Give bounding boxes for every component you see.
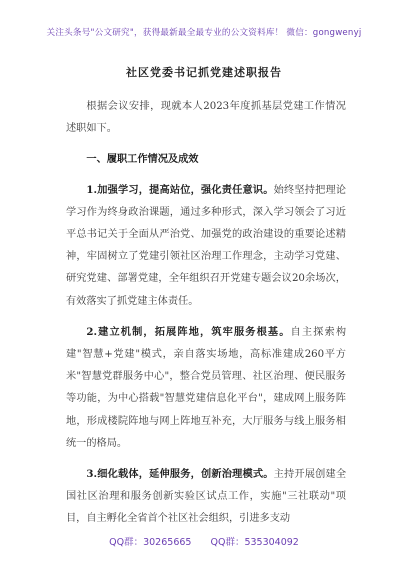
item-body-2: 自主探索构建"智慧+党建"模式，亲自落实场地，高标准建成260平方米"智慧党群服务中心"，整合党员管理、社区治理、便民服务等功能，为中心搭载"智慧党建信息化平台"，建成网上服务阵地，形成楼院阵地与网上阵地互补充，大厅服务与线上服务相统一的格局。 bbox=[66, 326, 347, 449]
item-lead-3: 3.细化载体，延伸服务，创新治理模式。 bbox=[86, 468, 274, 481]
item-lead-2: 2.建立机制，拓展阵地，筑牢服务根基。 bbox=[86, 325, 291, 338]
footer-qq-group-1: QQ群：30265665 bbox=[109, 537, 192, 548]
item-paragraph-1 bbox=[66, 179, 346, 313]
item-paragraph-3 bbox=[66, 463, 346, 531]
footer-qq-group-2: QQ群：535304092 bbox=[210, 537, 299, 548]
footer-contacts bbox=[0, 534, 408, 548]
item-paragraph-2 bbox=[66, 321, 346, 455]
document-body bbox=[66, 96, 346, 531]
header-banner: 关注头条号"公文研究"，获得最新最全最专业的公文资料库！ 微信：gongwenyj bbox=[46, 28, 362, 38]
document-title: 社区党委书记抓党建述职报告 bbox=[126, 66, 282, 79]
section-heading: 一、履职工作情况及成效 bbox=[86, 153, 199, 166]
intro-paragraph: 根据会议安排，现就本人2023年度抓基层党建工作情况述职如下。 bbox=[66, 101, 346, 135]
item-body-1: 始终坚持把理论学习作为终身政治课题，通过多种形式，深入学习领会了习近平总书记关于全面从严治党、加强党的政治建设的重要论述精神，牢固树立了党建引领社区治理工作理念，主动学习党建、研究党建、部署党建，全年组织召开党建专题会议20余场次，有效落实了抓党建主体责任。 bbox=[66, 184, 347, 307]
item-lead-1: 1.加强学习，提高站位，强化责任意识。 bbox=[86, 183, 274, 196]
item-body-3: 主持开展创建全国社区治理和服务创新实验区试点工作，实施"三社联动"项目，自主孵化全省首个社区社会组织，引进多支动 bbox=[66, 469, 347, 525]
